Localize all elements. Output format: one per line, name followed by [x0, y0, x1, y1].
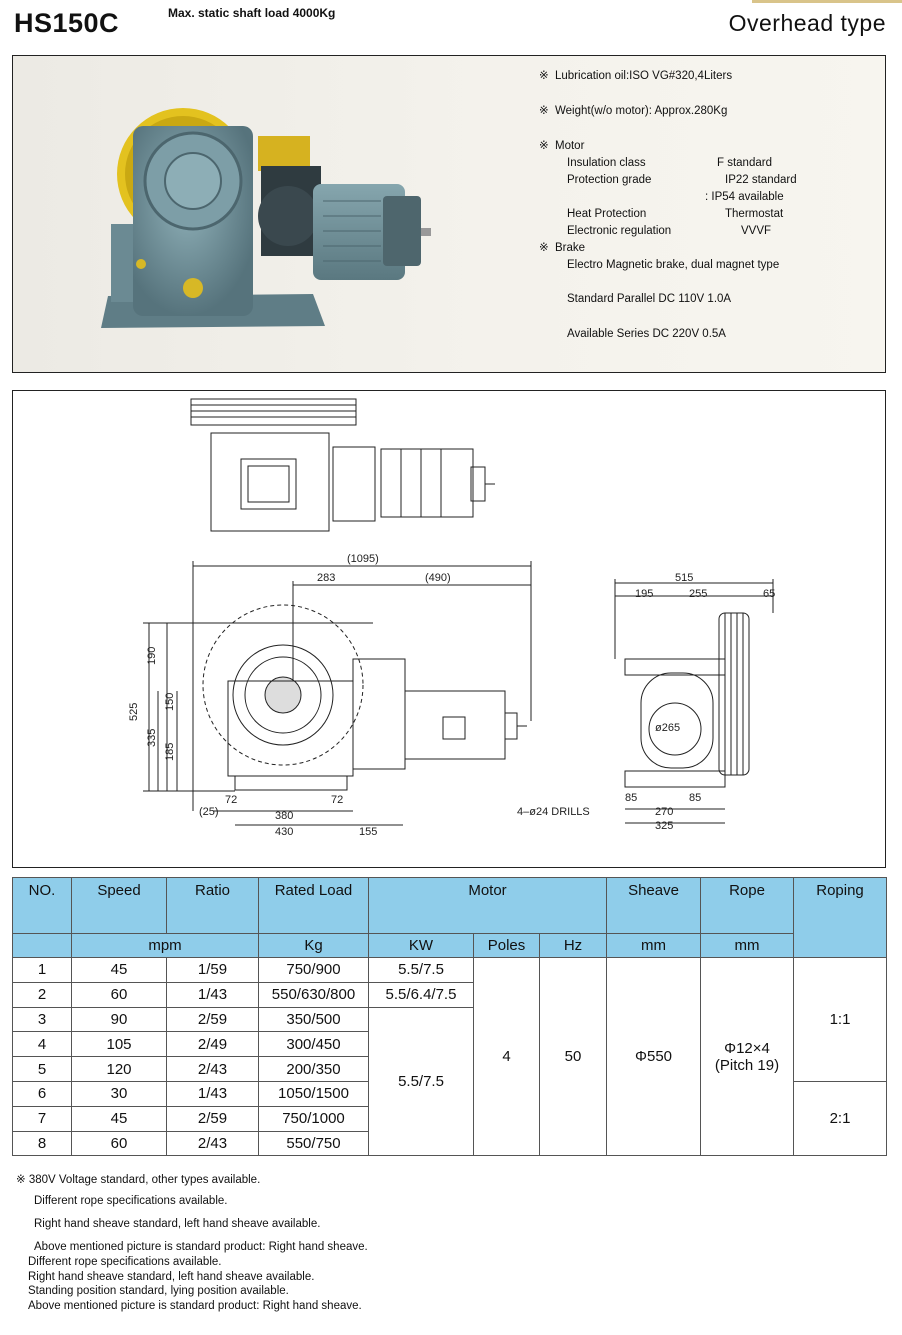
dim-185: 185: [164, 742, 176, 761]
product-photo-panel: ※ Lubrication oil:ISO VG#320,4Liters ※ Weight(w/o motor): Approx.280Kg ※ Motor Insulation class F standard Protection grade IP22 standard : IP54 available Heat Protection Thermostat Electronic regulation VVVF ※ Brake Electro Magnetic brake, dual magnet type Standard Parallel DC 110V 1.0A Available Series DC 220V 0.5A: [12, 55, 886, 373]
table-row: 4 105 2/49 300/450: [13, 1032, 887, 1057]
col-speed: Speed: [72, 878, 167, 934]
col-load-unit: Kg: [259, 934, 369, 958]
rope-value: Φ12×4 (Pitch 19): [701, 958, 794, 1156]
dim-265: ø265: [655, 722, 681, 734]
front-brake: [353, 659, 405, 769]
note-sheave-2: Right hand sheave standard, left hand sheave available.: [28, 1270, 315, 1283]
side-gearbox: [641, 673, 713, 768]
col-rated-load: Rated Load: [259, 878, 369, 934]
marker-icon: ※: [539, 140, 549, 152]
top-view-sheave: [191, 399, 356, 425]
side-sheave: [719, 613, 749, 775]
marker-icon: ※: [539, 105, 549, 117]
note-voltage: ※ 380V Voltage standard, other types available.: [16, 1174, 261, 1186]
note-rope: Different rope specifications available.: [34, 1195, 228, 1207]
col-roping: Roping: [794, 878, 887, 958]
dim-430: 430: [275, 826, 294, 838]
dim-1095: (1095): [347, 553, 379, 565]
col-no-unit: [13, 934, 72, 958]
spec-table: [12, 877, 886, 1156]
top-view-motor: [381, 449, 473, 517]
notes-block: [16, 1172, 368, 1264]
dim-72-left: 72: [225, 794, 238, 806]
table-row: 3 90 2/59 350/500 5.5/7.5: [13, 1007, 887, 1032]
dim-270: 270: [655, 806, 674, 818]
overhead-type-label: Overhead type: [728, 10, 886, 36]
table-row: 6 30 1/43 1050/1500 2:1: [13, 1081, 887, 1106]
dim-25: (25): [199, 806, 219, 818]
dim-155: 155: [359, 826, 378, 838]
marker-icon: ※: [539, 242, 549, 254]
marker-icon: ※: [539, 70, 549, 82]
col-rope-unit: mm: [701, 934, 794, 958]
dim-85-right: 85: [689, 792, 702, 804]
note-picture: Above mentioned picture is standard product: Right hand sheave.: [34, 1241, 368, 1253]
model-title: HS150C: [14, 8, 120, 38]
dim-325: 325: [655, 820, 674, 832]
kw-row2: 5.5/6.4/7.5: [369, 982, 474, 1007]
col-poles: Poles: [474, 934, 540, 958]
front-motor: [405, 691, 505, 759]
dim-335: 335: [146, 728, 158, 747]
dim-190: 190: [146, 646, 158, 665]
dim-65: 65: [763, 588, 776, 600]
col-no: NO.: [13, 878, 72, 934]
kw-row1: 5.5/7.5: [369, 958, 474, 983]
col-hz: Hz: [540, 934, 607, 958]
dim-195: 195: [635, 588, 654, 600]
hz-value: 50: [540, 958, 607, 1156]
note-sheave: Right hand sheave standard, left hand sheave available.: [34, 1218, 321, 1230]
sheave-value: Φ550: [607, 958, 701, 1156]
roping-2-1: 2:1: [794, 1081, 887, 1155]
table-row: 1 45 1/59 750/900 5.5/7.5 4 50 Φ550 Φ12×4 (Pitch 19) 1:1: [13, 958, 887, 983]
col-motor: Motor: [369, 878, 607, 934]
table-row: 7 45 2/59 750/1000: [13, 1106, 887, 1131]
top-view-gearbox: [211, 433, 329, 531]
notes-block-overlay: [28, 1255, 362, 1313]
dim-150: 150: [164, 692, 176, 711]
top-accent-band: [752, 0, 902, 3]
col-kw: KW: [369, 934, 474, 958]
technical-drawing-panel: [12, 390, 886, 868]
poles-value: 4: [474, 958, 540, 1156]
traction-machine-photo: [13, 56, 433, 372]
col-ratio: Ratio: [167, 878, 259, 934]
col-sheave-unit: mm: [607, 934, 701, 958]
max-load-label: Max. static shaft load 4000Kg: [168, 6, 336, 20]
dimension-drawing: [13, 391, 885, 867]
drills-label: 4–ø24 DRILLS: [517, 806, 590, 818]
kw-rest: 5.5/7.5: [369, 1007, 474, 1156]
dim-380: 380: [275, 810, 294, 822]
dim-525: 525: [128, 702, 140, 721]
col-rope: Rope: [701, 878, 794, 934]
dim-490: (490): [425, 572, 451, 584]
table-row: 8 60 2/43 550/750: [13, 1131, 887, 1156]
table-row: 5 120 2/43 200/350: [13, 1057, 887, 1082]
dim-72-right: 72: [331, 794, 344, 806]
dim-515: 515: [675, 572, 694, 584]
note-position: Standing position standard, lying position available.: [28, 1285, 289, 1297]
table-row: 2 60 1/43 550/630/800 5.5/6.4/7.5: [13, 982, 887, 1007]
note-picture-2: Above mentioned picture is standard product: Right hand sheave.: [28, 1299, 362, 1312]
dim-255: 255: [689, 588, 708, 600]
col-speed-unit: mpm: [72, 934, 259, 958]
roping-1-1: 1:1: [794, 958, 887, 1082]
note-rope-2: Different rope specifications available.: [28, 1256, 222, 1268]
dim-283: 283: [317, 572, 336, 584]
dim-85-left: 85: [625, 792, 638, 804]
col-sheave: Sheave: [607, 878, 701, 934]
